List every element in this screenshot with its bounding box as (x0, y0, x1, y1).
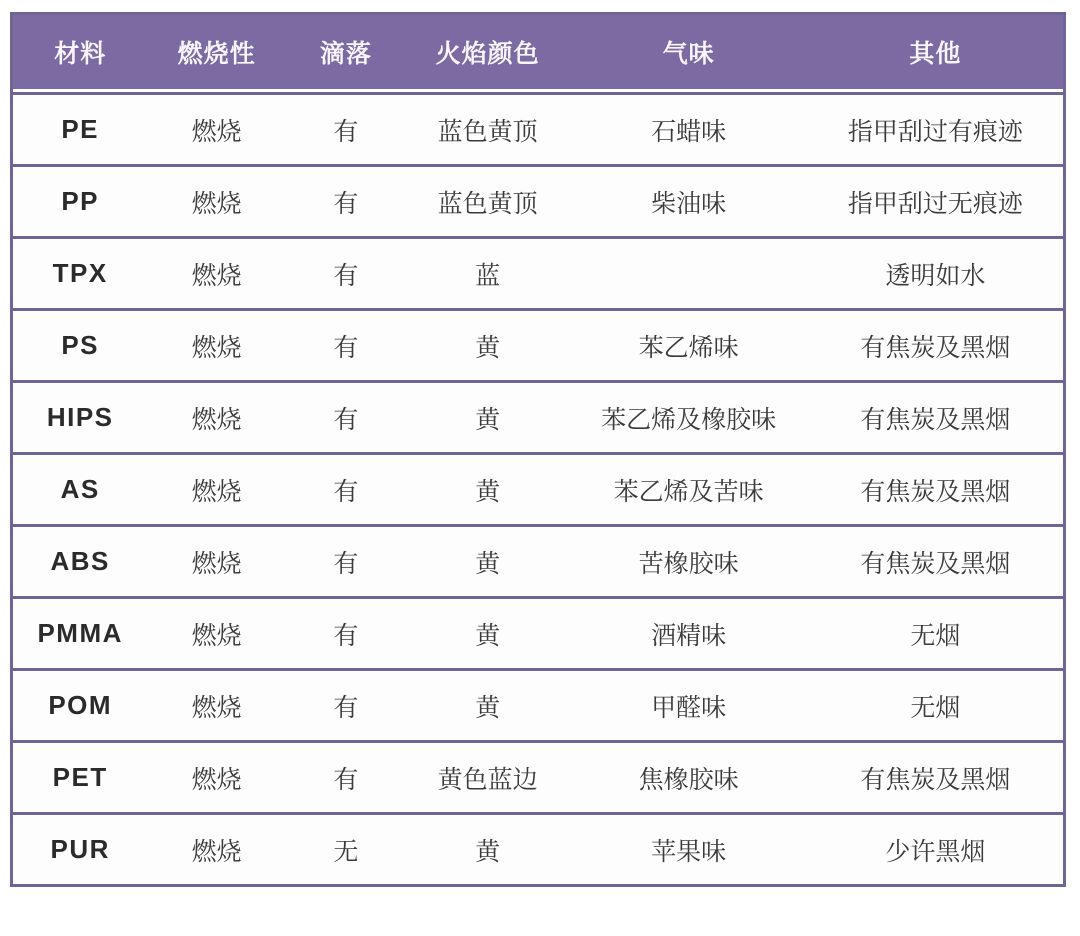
table-header (13, 15, 1063, 92)
column-header-other: 其他 (808, 15, 1063, 92)
column-header-flammability: 燃烧性 (147, 15, 286, 92)
table-row-pmma (13, 596, 1063, 668)
cell-dripping: 有 (286, 452, 406, 524)
cell-other: 无烟 (808, 668, 1063, 740)
cell-flammability: 燃烧 (147, 740, 286, 812)
cell-material: PUR (13, 812, 147, 884)
cell-flammability: 燃烧 (147, 812, 286, 884)
column-header-dripping: 滴落 (286, 15, 406, 92)
cell-flame-color: 黄 (406, 380, 570, 452)
cell-flame-color: 黄 (406, 668, 570, 740)
cell-dripping: 有 (286, 740, 406, 812)
cell-other: 有焦炭及黑烟 (808, 452, 1063, 524)
cell-flame-color: 黄 (406, 524, 570, 596)
cell-odor: 酒精味 (569, 596, 807, 668)
cell-material: ABS (13, 524, 147, 596)
table-row-pur (13, 812, 1063, 884)
cell-other: 有焦炭及黑烟 (808, 740, 1063, 812)
plastics-burning-table (10, 12, 1066, 887)
cell-material: PE (13, 92, 147, 164)
cell-odor: 苦橡胶味 (569, 524, 807, 596)
table-row-pet (13, 740, 1063, 812)
cell-dripping: 无 (286, 812, 406, 884)
cell-odor: 苯乙烯味 (569, 308, 807, 380)
cell-other: 透明如水 (808, 236, 1063, 308)
table-row-pom (13, 668, 1063, 740)
table-row-as (13, 452, 1063, 524)
cell-odor: 甲醛味 (569, 668, 807, 740)
cell-material: AS (13, 452, 147, 524)
cell-flammability: 燃烧 (147, 596, 286, 668)
table-row-ps (13, 308, 1063, 380)
cell-flame-color: 蓝 (406, 236, 570, 308)
table-row-tpx (13, 236, 1063, 308)
cell-flammability: 燃烧 (147, 308, 286, 380)
cell-material: PMMA (13, 596, 147, 668)
data-table (13, 15, 1063, 884)
cell-other: 指甲刮过无痕迹 (808, 164, 1063, 236)
cell-flammability: 燃烧 (147, 164, 286, 236)
table-body (13, 92, 1063, 884)
cell-material: TPX (13, 236, 147, 308)
cell-dripping: 有 (286, 668, 406, 740)
cell-other: 有焦炭及黑烟 (808, 380, 1063, 452)
cell-material: HIPS (13, 380, 147, 452)
cell-other: 指甲刮过有痕迹 (808, 92, 1063, 164)
cell-flammability: 燃烧 (147, 92, 286, 164)
column-header-odor: 气味 (569, 15, 807, 92)
cell-flammability: 燃烧 (147, 524, 286, 596)
cell-flammability: 燃烧 (147, 452, 286, 524)
cell-odor: 柴油味 (569, 164, 807, 236)
table-row-pp (13, 164, 1063, 236)
cell-odor: 石蜡味 (569, 92, 807, 164)
cell-flammability: 燃烧 (147, 380, 286, 452)
header-row (13, 15, 1063, 92)
cell-dripping: 有 (286, 308, 406, 380)
cell-other: 少许黑烟 (808, 812, 1063, 884)
cell-dripping: 有 (286, 92, 406, 164)
cell-flame-color: 黄色蓝边 (406, 740, 570, 812)
cell-dripping: 有 (286, 380, 406, 452)
cell-material: PP (13, 164, 147, 236)
cell-flame-color: 蓝色黄顶 (406, 164, 570, 236)
cell-flame-color: 黄 (406, 812, 570, 884)
cell-dripping: 有 (286, 236, 406, 308)
cell-flame-color: 黄 (406, 452, 570, 524)
table-row-hips (13, 380, 1063, 452)
cell-dripping: 有 (286, 524, 406, 596)
cell-odor (569, 236, 807, 308)
cell-dripping: 有 (286, 596, 406, 668)
cell-material: POM (13, 668, 147, 740)
cell-flammability: 燃烧 (147, 668, 286, 740)
cell-flame-color: 黄 (406, 596, 570, 668)
cell-other: 有焦炭及黑烟 (808, 524, 1063, 596)
table-row-abs (13, 524, 1063, 596)
table-row-pe (13, 92, 1063, 164)
cell-odor: 苹果味 (569, 812, 807, 884)
cell-material: PET (13, 740, 147, 812)
cell-flame-color: 蓝色黄顶 (406, 92, 570, 164)
column-header-flame-color: 火焰颜色 (406, 15, 570, 92)
cell-material: PS (13, 308, 147, 380)
cell-dripping: 有 (286, 164, 406, 236)
cell-odor: 苯乙烯及苦味 (569, 452, 807, 524)
cell-flammability: 燃烧 (147, 236, 286, 308)
cell-other: 有焦炭及黑烟 (808, 308, 1063, 380)
cell-odor: 苯乙烯及橡胶味 (569, 380, 807, 452)
cell-odor: 焦橡胶味 (569, 740, 807, 812)
column-header-material: 材料 (13, 15, 147, 92)
cell-flame-color: 黄 (406, 308, 570, 380)
cell-other: 无烟 (808, 596, 1063, 668)
